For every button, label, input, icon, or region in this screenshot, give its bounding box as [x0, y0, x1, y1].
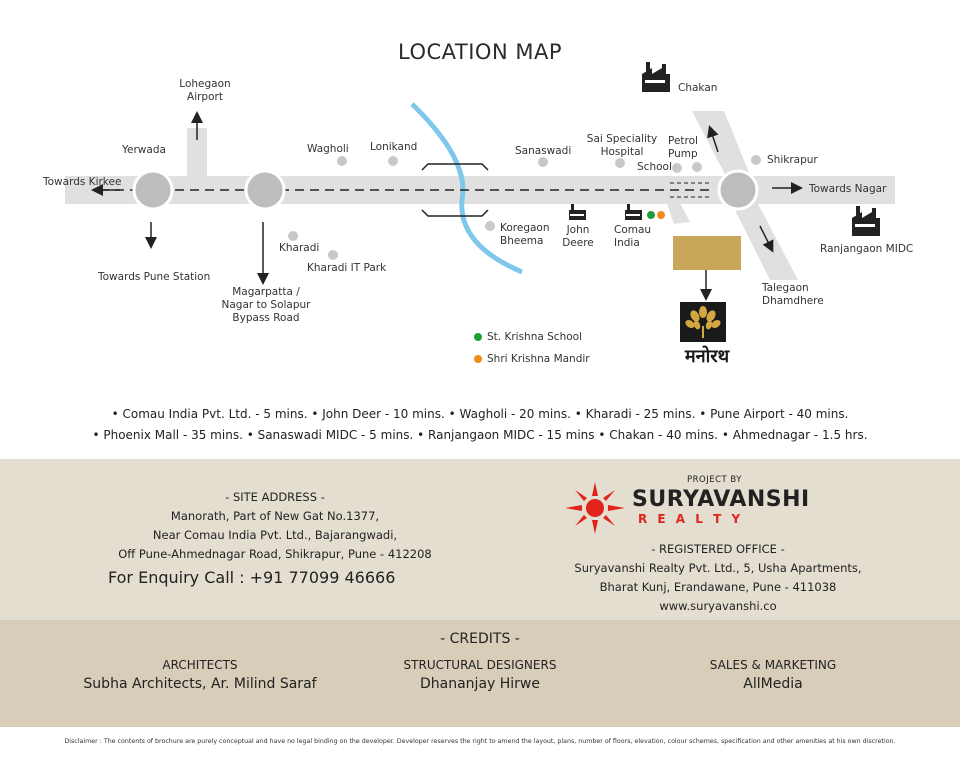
website-link[interactable]: www.suryavanshi.co [659, 599, 777, 613]
tree-logo-icon [680, 302, 726, 342]
label-towards-kirkee: Towards Kirkee [43, 176, 122, 188]
map-legend [474, 330, 590, 366]
label-wagholi: Wagholi [307, 143, 349, 155]
bridge-bottom [422, 210, 488, 216]
kharadi-junction [246, 171, 284, 209]
developer-sub: R E A L T Y [638, 512, 744, 526]
label-talegaon-dhamdhere: Talegaon Dhamdhere [762, 282, 824, 307]
label-petrol-pump: Petrol Pump [668, 135, 698, 160]
credit-structural: STRUCTURAL DESIGNERS Dhananjay Hirwe [403, 658, 557, 692]
factory-icon [625, 204, 642, 220]
site-address-heading: - SITE ADDRESS - [225, 490, 325, 504]
label-chakan: Chakan [678, 82, 718, 94]
shikrapur-junction [719, 171, 757, 209]
distance-summary-line-2: • Phoenix Mall - 35 mins. • Sanaswadi MIDC - 5 mins. • Ranjangaon MIDC - 15 mins • Chakan - 40 mins. • Ahmednagar - 1.5 hrs. [92, 428, 868, 442]
label-comau-india: Comau India [614, 224, 652, 249]
label-lonikand: Lonikand [370, 141, 418, 153]
orange-dot-icon [474, 355, 482, 363]
project-by-label: PROJECT BY [687, 475, 742, 485]
label-school: School [637, 161, 672, 173]
label-lohegaon-airport: Lohegaon Airport [179, 78, 231, 103]
factory-icon [642, 62, 670, 92]
label-towards-pune-station: Towards Pune Station [98, 271, 211, 283]
manorath-logo-text: मनोरथ [684, 346, 730, 367]
yerwada-junction [134, 171, 172, 209]
label-sanaswadi: Sanaswadi [515, 145, 572, 157]
registered-office-heading: - REGISTERED OFFICE - [651, 542, 785, 556]
mandir-marker [657, 211, 665, 219]
label-koregaon-bheema: Koregaon Bheema [500, 222, 550, 247]
disclaimer: Disclaimer : The contents of brochure are purely conceptual and have no legal binding on the developer. Developer reserves the right to amend the layout, plans, number of floors, elevation, colour schemes, specification and other amenities at his own discretion. [64, 738, 896, 745]
enquiry-phone[interactable]: For Enquiry Call : +91 77099 46666 [108, 568, 396, 587]
credits-heading: - CREDITS - [440, 631, 520, 647]
distance-summary-line-1: • Comau India Pvt. Ltd. - 5 mins. • John Deer - 10 mins. • Wagholi - 20 mins. • Kharadi - 25 mins. • Pune Airport - 40 mins. [111, 407, 849, 421]
factory-icon [852, 206, 880, 236]
label-kharadi-it-park: Kharadi IT Park [307, 262, 387, 274]
label-sai-hospital: Sai Speciality Hospital [586, 133, 658, 158]
site-address-block: - SITE ADDRESS - Manorath, Part of New Gat No.1377, Near Comau India Pvt. Ltd., Bajarangwadi, Off Pune-Ahmednagar Road, Shikrapur, Pune - 412208 [70, 488, 480, 564]
school-marker [647, 211, 655, 219]
developer-name: SURYAVANSHI [632, 487, 810, 512]
label-john-deere: John Deere [562, 224, 594, 249]
label-yerwada: Yerwada [122, 144, 166, 156]
factory-icon [569, 204, 586, 220]
label-ranjangaon-midc: Ranjangaon MIDC [820, 243, 914, 255]
credit-sales: SALES & MARKETING AllMedia [709, 658, 837, 692]
label-magarpatta: Magarpatta / Nagar to Solapur Bypass Road [221, 286, 311, 324]
sun-logo-icon [563, 480, 627, 536]
green-dot-icon [474, 333, 482, 341]
label-kharadi: Kharadi [279, 242, 320, 254]
credit-architects: ARCHITECTS Subha Architects, Ar. Milind Saraf [83, 658, 317, 692]
label-towards-nagar: Towards Nagar [809, 183, 887, 195]
label-shikrapur: Shikrapur [767, 154, 818, 166]
legend-item-school: St. Krishna School [474, 330, 590, 344]
page-title: LOCATION MAP [398, 40, 562, 64]
legend-item-mandir: Shri Krishna Mandir [474, 352, 590, 366]
site-plot [673, 236, 741, 270]
registered-office-block: - REGISTERED OFFICE - Suryavanshi Realty Pvt. Ltd., 5, Usha Apartments, Bharat Kunj, Erandawane, Pune - 411038 www.suryavanshi.co [548, 540, 888, 616]
